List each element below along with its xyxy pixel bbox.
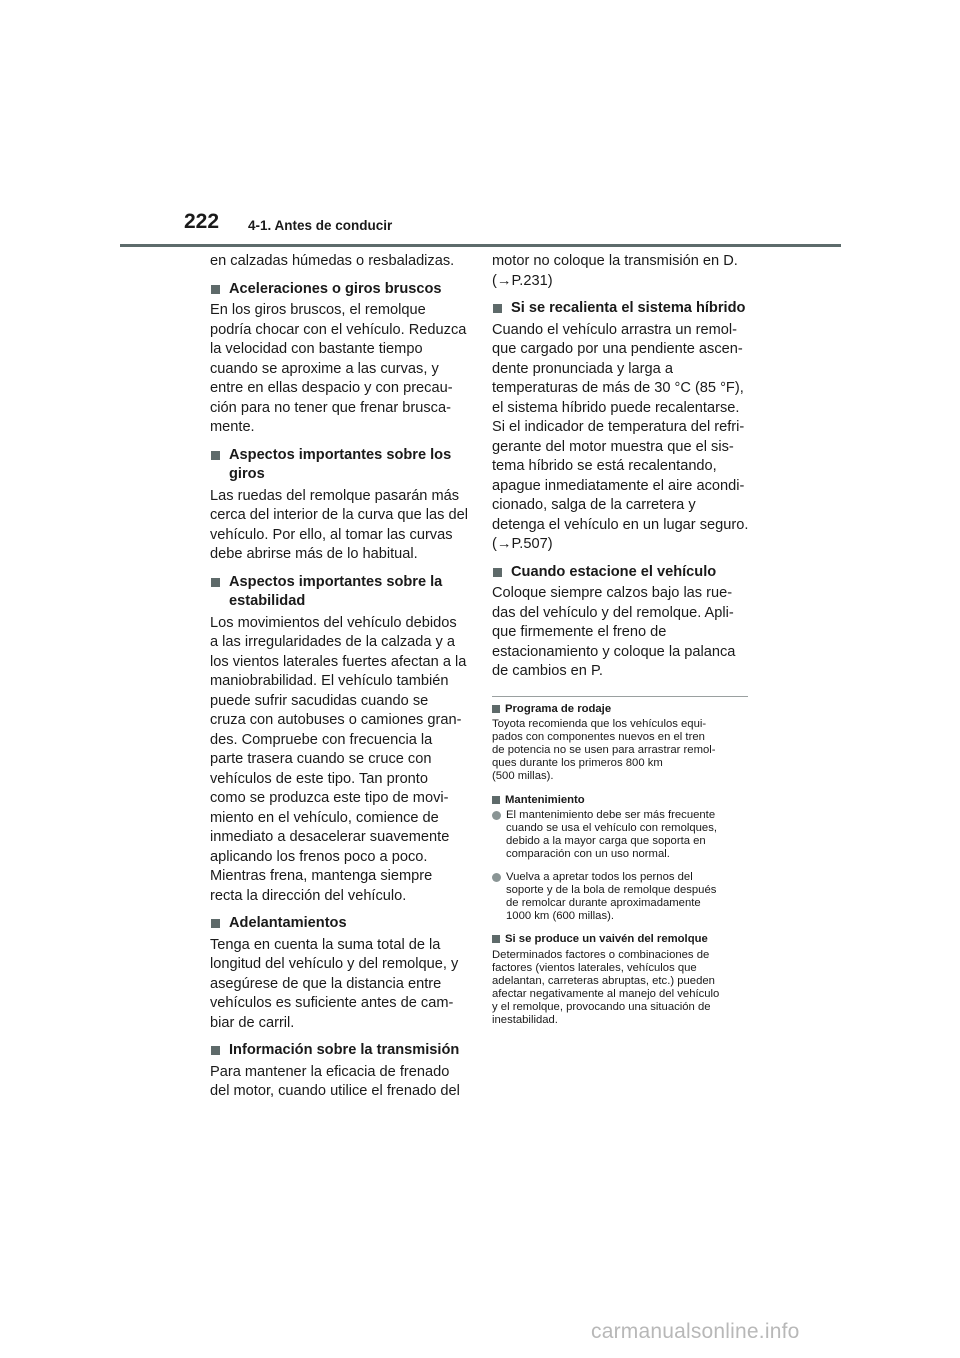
heading-text: Información sobre la transmisión — [229, 1042, 460, 1058]
circle-bullet-icon — [492, 811, 501, 820]
section-body: Para mantener la eficacia de frenado del motor, cuando utilice el frenado del — [210, 1063, 460, 1099]
square-bullet-icon — [493, 304, 502, 313]
heading-text: Mantenimiento — [505, 793, 585, 806]
list-item-text: Vuelva a apretar todos los pernos del soporte y de la bola de remolque después de remolcar durante aproximadamente 1000 km (600 millas). — [506, 871, 717, 923]
heading-text: Aceleraciones o giros bruscos — [229, 280, 442, 297]
heading-text: Aspectos importantes sobre la estabilidad — [229, 573, 443, 609]
list-item-text: El mantenimiento debe ser más frecuente cuando se usa el vehículo con remolques, debido a la mayor carga que soporta en comparación con un uso normal. — [506, 808, 718, 860]
section-body: Coloque siempre calzos bajo las rue- das del vehículo y del remolque. Apli- que firmemente el freno de estacionamiento y coloque la palanca de cambios en P. — [492, 585, 736, 679]
section-heading — [492, 299, 750, 319]
heading-text: Programa de rodaje — [505, 703, 612, 715]
list-item — [492, 871, 750, 923]
note-heading — [492, 794, 750, 807]
square-bullet-icon — [492, 935, 500, 943]
section-body: Tenga en cuenta la suma total de la longitud del vehículo y del remolque, y asegúrese de que la distancia entre vehículos es suficiente antes de cam- biar de carril. — [210, 936, 459, 1031]
square-bullet-icon — [211, 919, 220, 928]
square-bullet-icon — [211, 451, 220, 460]
right-intro: motor no coloque la transmisión en D. (→P.231) — [492, 253, 738, 289]
list-item — [492, 809, 750, 861]
heading-text: Cuando estacione el vehículo — [511, 563, 717, 580]
left-column — [210, 252, 468, 1110]
section-heading — [210, 280, 468, 300]
note-heading — [492, 933, 750, 946]
header-divider — [120, 244, 841, 247]
note-body: Toyota recomienda que los vehículos equi- pados con componentes nuevos en el tren de potencia no se usen para arrastrar remol- ques durante los primeros 800 km (500 millas). — [492, 718, 716, 783]
footer-watermark: carmanualsonline.info — [591, 1320, 800, 1343]
square-bullet-icon — [211, 578, 220, 587]
section-body: En los giros bruscos, el remolque podría chocar con el vehículo. Reduzca la velocidad con bastante tiempo cuando se aproxime a las curvas, y entre en ellas despacio y con precau- ción para no tener que frenar brusca- mente. — [210, 302, 467, 435]
page-number: 222 — [184, 210, 220, 233]
section-body: Los movimientos del vehículo debidos a las irregularidades de la calzada y a los vientos laterales fuertes afectan a la maniobrabilidad. El vehículo también puede sufrir sacudidas cuando se cruza con autobuses o camiones gran- des. Compruebe con frecuencia la parte trasera cuando se cruce con vehículos de este tipo. Tan pronto como se produzca este tipo de movi- miento en el vehículo, comience de inmediato a desacelerar suavemente aplicando los frenos poco a poco. Mientras frena, mantenga siempre recta la dirección del vehículo. — [210, 614, 467, 904]
heading-text: Aspectos importantes sobre los giros — [229, 446, 452, 482]
heading-text: Si se recalienta el sistema híbrido — [511, 300, 746, 316]
section-heading — [210, 1041, 468, 1061]
notes-block — [492, 703, 750, 1037]
square-bullet-icon — [493, 568, 502, 577]
note-body: Determinados factores o combinaciones de factores (vientos laterales, vehículos que adelantan, carreteras abruptas, etc.) pueden afectar negativamente al manejo del vehículo y el remolque, provocando una situación de inestabilidad. — [492, 948, 720, 1026]
right-column — [492, 252, 750, 690]
section-heading — [492, 563, 750, 583]
note-heading — [492, 703, 750, 716]
square-bullet-icon — [492, 796, 500, 804]
square-bullet-icon — [492, 705, 500, 713]
heading-text: Adelantamientos — [229, 915, 347, 931]
left-intro: en calzadas húmedas o resbaladizas. — [210, 253, 455, 269]
notes-divider — [492, 696, 748, 697]
section-heading — [210, 446, 468, 485]
section-heading — [210, 573, 468, 612]
section-title: 4-1. Antes de conducir — [248, 218, 393, 233]
square-bullet-icon — [211, 285, 220, 294]
circle-bullet-icon — [492, 873, 501, 882]
section-body: Cuando el vehículo arrastra un remol- que cargado por una pendiente ascen- dente pronunciada y larga a temperaturas de más de 30 °C (85 °F), el sistema híbrido puede recalentarse. Si el indicador de temperatura del refri- gerante del motor muestra que el sis- tema híbrido se está recalentando, apague inmediatamente el aire acondi- cionado, salga de la carretera y detenga el vehículo en un lugar seguro. (→P.507) — [492, 321, 749, 552]
heading-text: Si se produce un vaivén del remolque — [505, 933, 708, 946]
square-bullet-icon — [211, 1046, 220, 1055]
section-heading — [210, 914, 468, 934]
section-body: Las ruedas del remolque pasarán más cerca del interior de la curva que las del vehículo. Por ello, al tomar las curvas debe abrirse más de lo habitual. — [210, 487, 468, 562]
